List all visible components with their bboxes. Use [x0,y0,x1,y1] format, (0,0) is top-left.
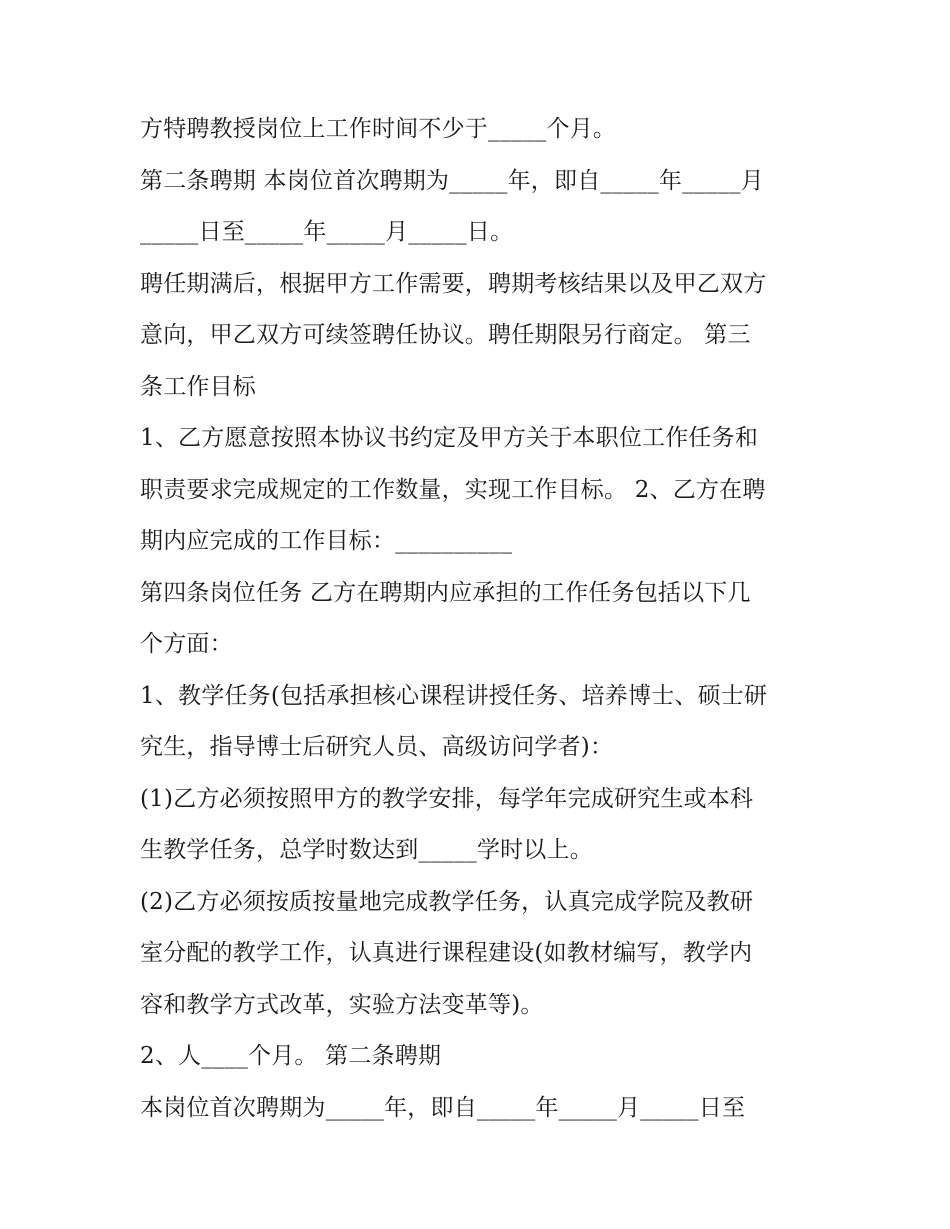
text-line: 室分配的教学工作，认真进行课程建设(如教材编写，教学内 [140,940,753,966]
text-line: 生教学任务，总学时数达到_____学时以上。 [140,837,593,863]
text-line: 职责要求完成规定的工作数量，实现工作目标。 2、乙方在聘 [140,476,766,503]
text-line: (2)乙方必须按质按量地完成教学任务，认真完成学院及教研 [140,888,754,915]
text-line: 究生，指导博士后研究人员、高级访问学者)： [140,734,614,760]
text-line: 第二条聘期 本岗位首次聘期为_____年，即自_____年_____月 [140,167,764,194]
text-line: 1、乙方愿意按照本协议书约定及甲方关于本职位工作任务和 [140,425,759,451]
text-line: _____日至_____年_____月_____日。 [140,219,514,245]
text-line: 聘任期满后，根据甲方工作需要，聘期考核结果以及甲乙双方 [140,270,767,297]
text-line: 1、教学任务(包括承担核心课程讲授任务、培养博士、硕士研 [140,682,768,709]
text-line: 第四条岗位任务 乙方在聘期内应承担的工作任务包括以下几 [140,579,751,606]
text-line: (1)乙方必须按照甲方的教学安排，每学年完成研究生或本科 [140,785,754,812]
text-line: 条工作目标 [140,373,256,400]
text-line: 意向，甲乙双方可续签聘任协议。聘任期限另行商定。 第三 [140,322,751,348]
text-line: 2、人____个月。 第二条聘期 [140,1043,442,1069]
text-line: 容和教学方式改革，实验方法变革等)。 [140,991,544,1018]
text-line: 方特聘教授岗位上工作时间不少于_____个月。 [140,116,617,142]
document-body [140,104,820,1134]
text-line: 本岗位首次聘期为_____年，即自_____年_____月_____日至 [140,1094,746,1121]
text-line: 个方面： [140,631,233,657]
text-line: 期内应完成的工作目标：__________ [140,528,513,554]
